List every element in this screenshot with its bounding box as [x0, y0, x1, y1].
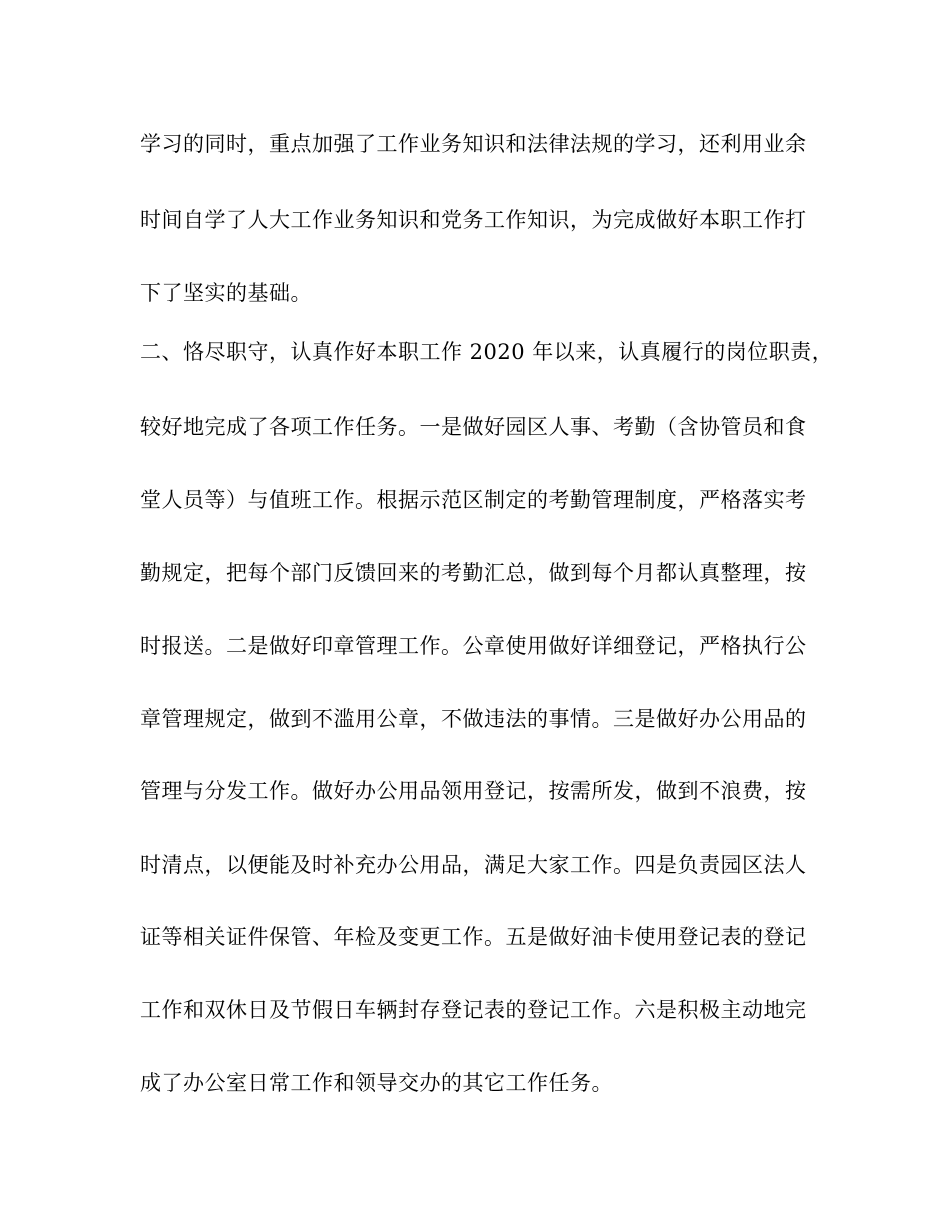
text-line: 学习的同时，重点加强了工作业务知识和法律法规的学习，还利用业余 [140, 132, 807, 156]
text-line: 下了坚实的基础。 [140, 281, 312, 305]
text-line: 时报送。二是做好印章管理工作。公章使用做好详细登记，严格执行公 [140, 634, 807, 658]
text-line: 堂人员等）与值班工作。根据示范区制定的考勤管理制度，严格落实考 [140, 488, 807, 512]
text-line: 时间自学了人大工作业务知识和党务工作知识，为完成做好本职工作打 [140, 208, 807, 232]
text-line: 二、恪尽职守，认真作好本职工作 2020 年以来，认真履行的岗位职责， [140, 340, 834, 364]
text-line: 章管理规定，做到不滥用公章，不做违法的事情。三是做好办公用品的 [140, 707, 807, 731]
text-line: 管理与分发工作。做好办公用品领用登记，按需所发，做到不浪费，按 [140, 779, 807, 803]
text-line: 勤规定，把每个部门反馈回来的考勤汇总，做到每个月都认真整理，按 [140, 561, 807, 585]
text-line: 证等相关证件保管、年检及变更工作。五是做好油卡使用登记表的登记 [140, 925, 807, 949]
text-line: 时清点，以便能及时补充办公用品，满足大家工作。四是负责园区法人 [140, 853, 807, 877]
text-line: 工作和双休日及节假日车辆封存登记表的登记工作。六是积极主动地完 [140, 998, 807, 1022]
text-line: 成了办公室日常工作和领导交办的其它工作任务。 [140, 1071, 613, 1095]
text-line: 较好地完成了各项工作任务。一是做好园区人事、考勤（含协管员和食 [140, 415, 807, 439]
